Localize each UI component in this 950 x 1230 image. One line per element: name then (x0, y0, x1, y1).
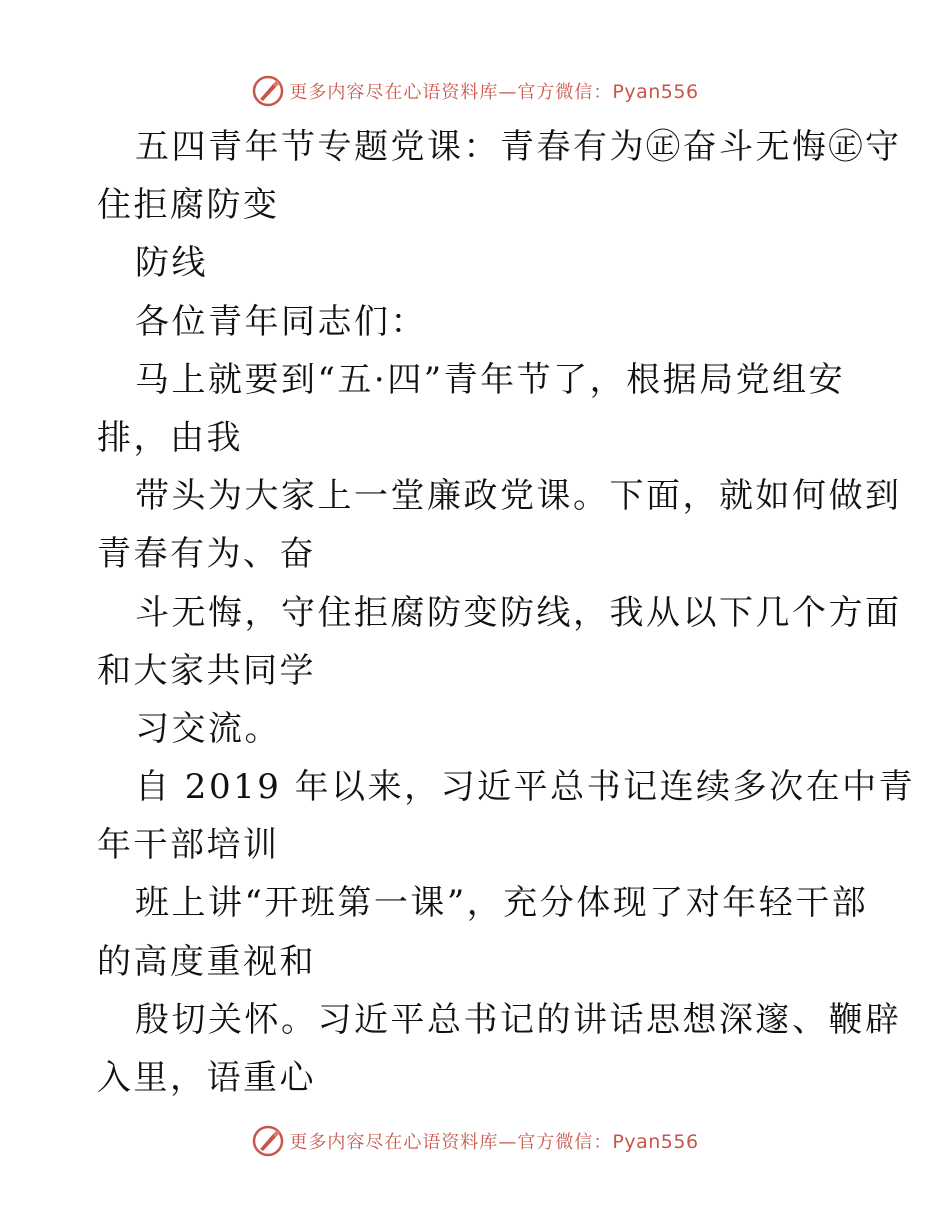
pen-logo-icon (251, 74, 285, 108)
footer-watermark (0, 1121, 950, 1161)
text-line: 斗无悔，守住拒腐防变防线，我从以下几个方面 (135, 592, 902, 633)
text-line: 带头为大家上一堂廉政党课。下面，就如何做到 (135, 476, 902, 517)
document-body (97, 118, 916, 1107)
text-line: 马上就要到“五·四”青年节了，根据局党组安 (135, 359, 846, 400)
text-line: 各位青年同志们： (135, 301, 427, 342)
header-watermark (0, 71, 950, 111)
text-line: 青春有为、奋 (97, 534, 316, 575)
text-line: 习交流。 (135, 708, 281, 749)
text-line: 五四青年节专题党课：青春有为㊣奋斗无悔㊣守 (135, 127, 902, 167)
text-line: 防线 (135, 243, 208, 284)
text-line: 殷切关怀。习近平总书记的讲话思想深邃、鞭辟 (135, 999, 902, 1040)
text-line: 排，由我 (97, 417, 243, 458)
text-line: 班上讲“开班第一课”，充分体现了对年轻干部 (135, 883, 869, 924)
text-line: 入里，语重心 (97, 1058, 316, 1098)
text-line: 自 2019 年以来，习近平总书记连续多次在中青 (135, 767, 916, 808)
watermark-text: 更多内容尽在心语资料库—官方微信：Pyan556 (289, 81, 699, 103)
pen-logo-icon (251, 1124, 285, 1158)
text-line: 和大家共同学 (97, 650, 316, 691)
text-line: 住拒腐防变 (97, 185, 280, 226)
watermark-text: 更多内容尽在心语资料库—官方微信：Pyan556 (289, 1131, 699, 1153)
text-line: 年干部培训 (97, 825, 280, 866)
text-line: 的高度重视和 (97, 941, 316, 982)
